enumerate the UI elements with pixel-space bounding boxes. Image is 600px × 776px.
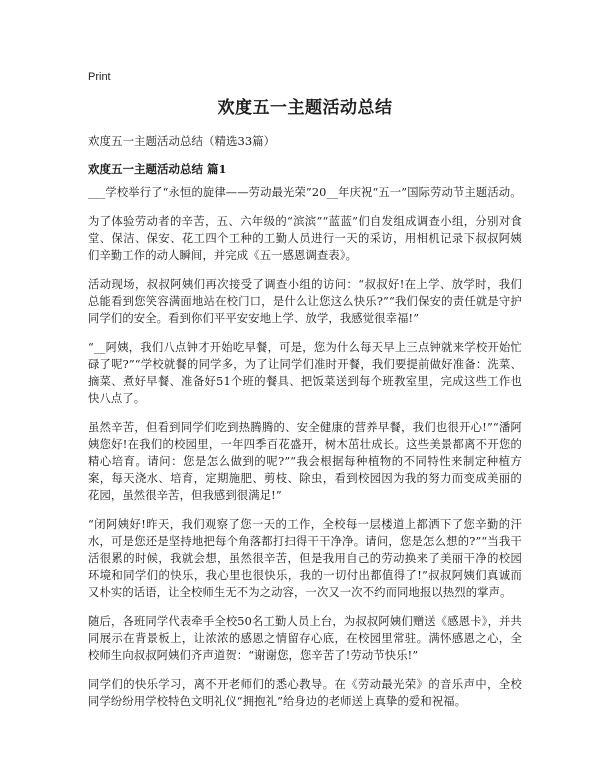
document-subtitle: 欢度五一主题活动总结（精选33篇） [88,134,276,148]
article-body [88,184,522,722]
paragraph-1: ___学校举行了“永恒的旋律——劳动最光荣”20__年庆祝“五一”国际劳动节主题活动。 [88,186,522,199]
paragraph-8: 同学们的快乐学习，离不开老师们的悉心教导。在《劳动最光荣》的音乐声中，全校同学纷纷用学校特色文明礼仪“拥抱礼”给身边的老师送上真挚的爱和祝福。 [88,678,522,708]
paragraph-4: “__阿姨，我们八点钟才开始吃早餐，可是，您为什么每天早上三点钟就来学校开始忙碌了呢?”“学校就餐的同学多，为了让同学们准时开餐，我们要提前做好准备：洗菜、摘菜、煮好早餐、准备好51个班的餐具、把饭菜送到每个班教室里，完成这些工作也快八点了。 [88,341,522,405]
paragraph-5: 虽然辛苦，但看到同学们吃到热腾腾的、安全健康的营养早餐，我们也很开心!”“潘阿姨您好!在我们的校园里，一年四季百花盛开，树木茁壮成长。这些美景都离不开您的精心培育。请问：您是怎么做到的呢?”“我会根据每种植物的不同特性来制定种植方案，每天浇水、培育，定期施肥、剪枝、除虫，看到校园因为我的努力而变成美丽的花园，虽然很辛苦，但我感到很满足!” [88,421,522,502]
section-heading: 欢度五一主题活动总结 篇1 [88,162,227,176]
paragraph-6: “闭阿姨好!昨天，我们观察了您一天的工作，全校每一层楼道上都洒下了您辛勤的汗水，可是您还是坚持地把每个角落都打扫得干干净净。请问，您是怎么想的?”“当我干活很累的时候，我就会想，虽然很辛苦，但是我用自己的劳动换来了美丽干净的校园环境和同学们的快乐，我心里也很快乐，我的一切付出都值得了!”叔叔阿姨们真诚而又朴实的话语，让全校师生无不为之动容，一次又一次不约而同地报以热烈的掌声。 [88,518,522,599]
print-link[interactable]: Print [88,71,111,83]
paragraph-2: 为了体验劳动者的辛苦，五、六年级的“滨滨”“蓝蓝”们自发组成调查小组，分别对食堂、保洁、保安、花工四个工种的工勤人员进行一天的采访，用相机记录下叔叔阿姨们辛勤工作的动人瞬间，并完成《五一感恩调查表》。 [88,215,522,262]
document-title: 欢度五一主题活动总结 [217,98,393,118]
paragraph-3: 活动现场，叔叔阿姨们再次接受了调查小组的访问：“叔叔好!在上学、放学时，我们总能看到您笑容满面地站在校门口，是什么让您这么快乐?”“我们保安的责任就是守护同学们的安全。看到你们平平安安地上学、放学，我感觉很幸福!” [88,278,522,325]
paragraph-7: 随后，各班同学代表牵手全校50名工勤人员上台，为叔叔阿姨们赠送《感恩卡》，并共同展示在背景板上，让浓浓的感恩之情留存心底，在校园里常驻。满怀感恩之心，全校师生向叔叔阿姨们齐声道贺：“谢谢您，您辛苦了!劳动节快乐!” [88,615,522,662]
